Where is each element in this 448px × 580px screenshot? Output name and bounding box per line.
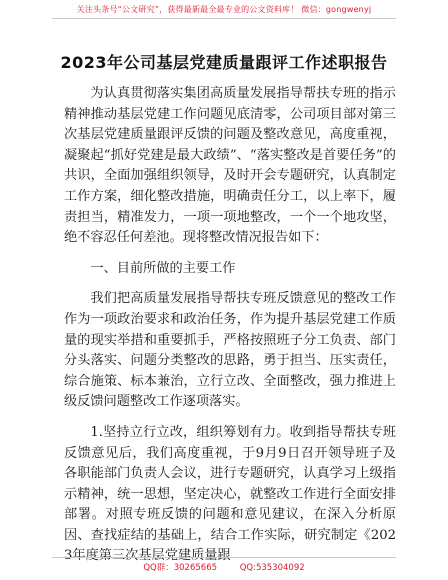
point-paragraph: 1.坚持立行立改，组织筹划有力。收到指导帮扶专班反馈意见后，我们高度重视，于9月9日召开领导班子及各职能部门负责人会议，进行专题研究，认真学习上级指示精神，统一思想，坚定决心，就整改工作进行全面安排部署。对照专班反馈的问题和意见建议，在深入分析原因、查找症结的基础上，结合工作实际，研究制定《2023年度第三次基层党建质量跟 — [64, 424, 396, 564]
bottom-divider — [52, 557, 396, 558]
top-banner: 关注头条号“公文研究”，获得最新最全最专业的公文资料库！ 微信：gongwenyj — [76, 5, 372, 14]
intro-paragraph: 为认真贯彻落实集团高质量发展指导帮扶专班的指示精神推动基层党建工作问题见底清零，公司项目部对第三次基层党建质量跟评反馈的问题及整改意见，高度重视，凝聚起“抓好党建是最大政绩”、“落实整改是首要任务”的共识，全面加强组织领导，及时开会专题研究，认真制定工作方案，细化整改措施，明确责任分工，以上率下，履责担当，精准发力，一项一项地整改，一个一个地攻坚，绝不容忍任何差池。现将整改情况报告如下： — [64, 86, 396, 246]
section-heading: 一、目前所做的主要工作 — [90, 260, 236, 276]
section-paragraph: 我们把高质量发展指导帮扶专班反馈意见的整改工作作为一项政治要求和政治任务，作为提升基层党建工作质量的现实举措和重要抓手，严格按照班子分工负责、部门分头落实、问题分类整改的思路，勇于担当、压实责任，综合施策、标本兼治，立行立改、全面整改，强力推进上级反馈问题整改工作逐项落实。 — [64, 291, 396, 410]
bottom-banner — [0, 561, 448, 573]
document-title: 2023年公司基层党建质量跟评工作述职报告 — [60, 53, 388, 72]
qq-group-text: QQ群：30265665 — [143, 563, 218, 573]
paragraph-gap — [64, 279, 396, 289]
qq-text: QQ:535304092 — [239, 563, 305, 573]
paragraph-gap — [64, 249, 396, 259]
document-body — [64, 84, 396, 567]
paragraph-gap — [64, 413, 396, 423]
top-divider — [52, 18, 396, 19]
